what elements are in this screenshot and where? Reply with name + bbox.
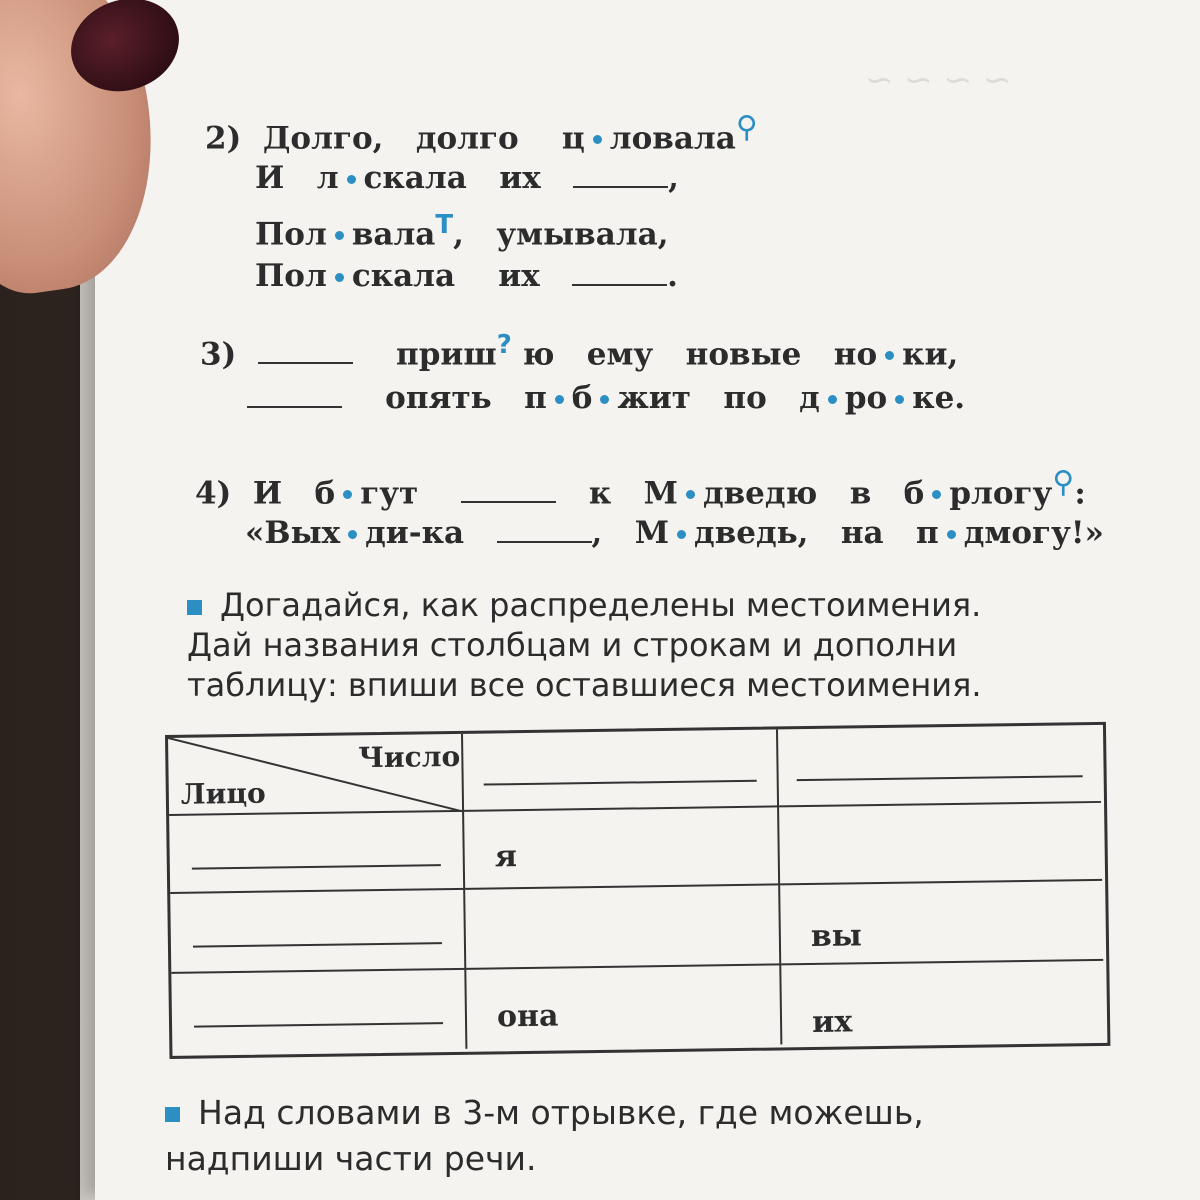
poem3-line1: 3) приш? ю ему новые но ки,: [200, 330, 959, 373]
header-number-label: Число: [358, 739, 461, 775]
poem2-line3: Пол вала$^T$, умывала,: [255, 210, 669, 253]
answer-blank[interactable]: [194, 1022, 443, 1027]
task1-instructions: [187, 585, 1187, 705]
column-header-1[interactable]: [463, 729, 779, 811]
missing-letter-dot: [828, 395, 837, 404]
question-icon: ?: [496, 330, 512, 360]
missing-letter-dot: [593, 135, 602, 144]
cell-text: она: [496, 998, 559, 1035]
row-header-2[interactable]: [170, 890, 466, 974]
poem3-line2: опять п б жит по д ро ке.: [247, 380, 965, 416]
workbook-page: [95, 0, 1200, 1200]
missing-letter-dot: [343, 490, 352, 499]
table-cell[interactable]: [779, 803, 1102, 885]
square-bullet-icon: [165, 1107, 180, 1122]
cell-text: вы: [810, 918, 863, 955]
task2-line2: надпиши части речи.: [165, 1139, 537, 1178]
task1-line2: Дай названия столбцам и строкам и дополни: [187, 626, 958, 664]
answer-blank[interactable]: [258, 362, 353, 364]
table-cell[interactable]: [466, 965, 782, 1048]
missing-letter-dot: [555, 395, 564, 404]
missing-letter-dot: [347, 175, 356, 184]
missing-letter-dot: [677, 530, 686, 539]
poem2-line2: И л скала их ,: [255, 160, 679, 196]
column-header-2[interactable]: [778, 725, 1101, 807]
answer-blank[interactable]: [497, 541, 592, 543]
task2-line1: Над словами в 3-м отрывке, где можешь,: [165, 1090, 1185, 1136]
table-cell[interactable]: [465, 885, 781, 969]
answer-blank[interactable]: [797, 775, 1083, 781]
answer-blank[interactable]: [572, 284, 667, 286]
key-icon: ⚲: [1052, 465, 1075, 500]
task1-line3: таблицу: впиши все оставшиеся местоимения.: [187, 666, 982, 704]
missing-letter-dot: [600, 395, 609, 404]
table-cell[interactable]: [464, 807, 780, 889]
poem2-line4: Пол скала их .: [255, 258, 678, 294]
task1-line1: Догадайся, как распределены местоимения.: [187, 585, 1187, 625]
poem4-line2: «Вых ди-ка , М дведь, на п дмогу!»: [245, 515, 1104, 551]
answer-blank[interactable]: [573, 186, 668, 188]
task2-instructions: [165, 1090, 1185, 1182]
missing-letter-dot: [885, 351, 894, 360]
cell-text: их: [811, 1004, 853, 1040]
table-cell[interactable]: [781, 961, 1104, 1044]
answer-blank[interactable]: [193, 942, 442, 947]
key-icon: ⚲: [735, 110, 758, 145]
pronoun-table: [165, 722, 1110, 1059]
missing-letter-dot: [335, 273, 344, 282]
missing-letter-dot: [348, 530, 357, 539]
answer-blank[interactable]: [247, 406, 342, 408]
tool-icon: T: [435, 210, 454, 240]
table-cell[interactable]: [780, 881, 1103, 965]
cell-text: я: [494, 839, 518, 875]
missing-letter-dot: [947, 530, 956, 539]
row-header-3[interactable]: [171, 970, 467, 1053]
poem2-line1: 2) Долго, долго ц ловала⚲: [205, 110, 758, 157]
table-header-corner: [168, 734, 464, 816]
poem4-line1: 4) И б гут к М дведю в б рлогу⚲:: [195, 465, 1086, 512]
missing-letter-dot: [335, 231, 344, 240]
answer-blank[interactable]: [192, 864, 441, 869]
row-header-1[interactable]: [169, 812, 465, 894]
header-person-label: Лицо: [180, 776, 266, 811]
missing-letter-dot: [895, 395, 904, 404]
answer-blank[interactable]: [484, 780, 757, 786]
square-bullet-icon: [187, 600, 202, 615]
missing-letter-dot: [932, 490, 941, 499]
answer-blank[interactable]: [461, 501, 556, 503]
bleed-through-text: ~ ~ ~ ~: [865, 60, 1012, 100]
missing-letter-dot: [686, 490, 695, 499]
